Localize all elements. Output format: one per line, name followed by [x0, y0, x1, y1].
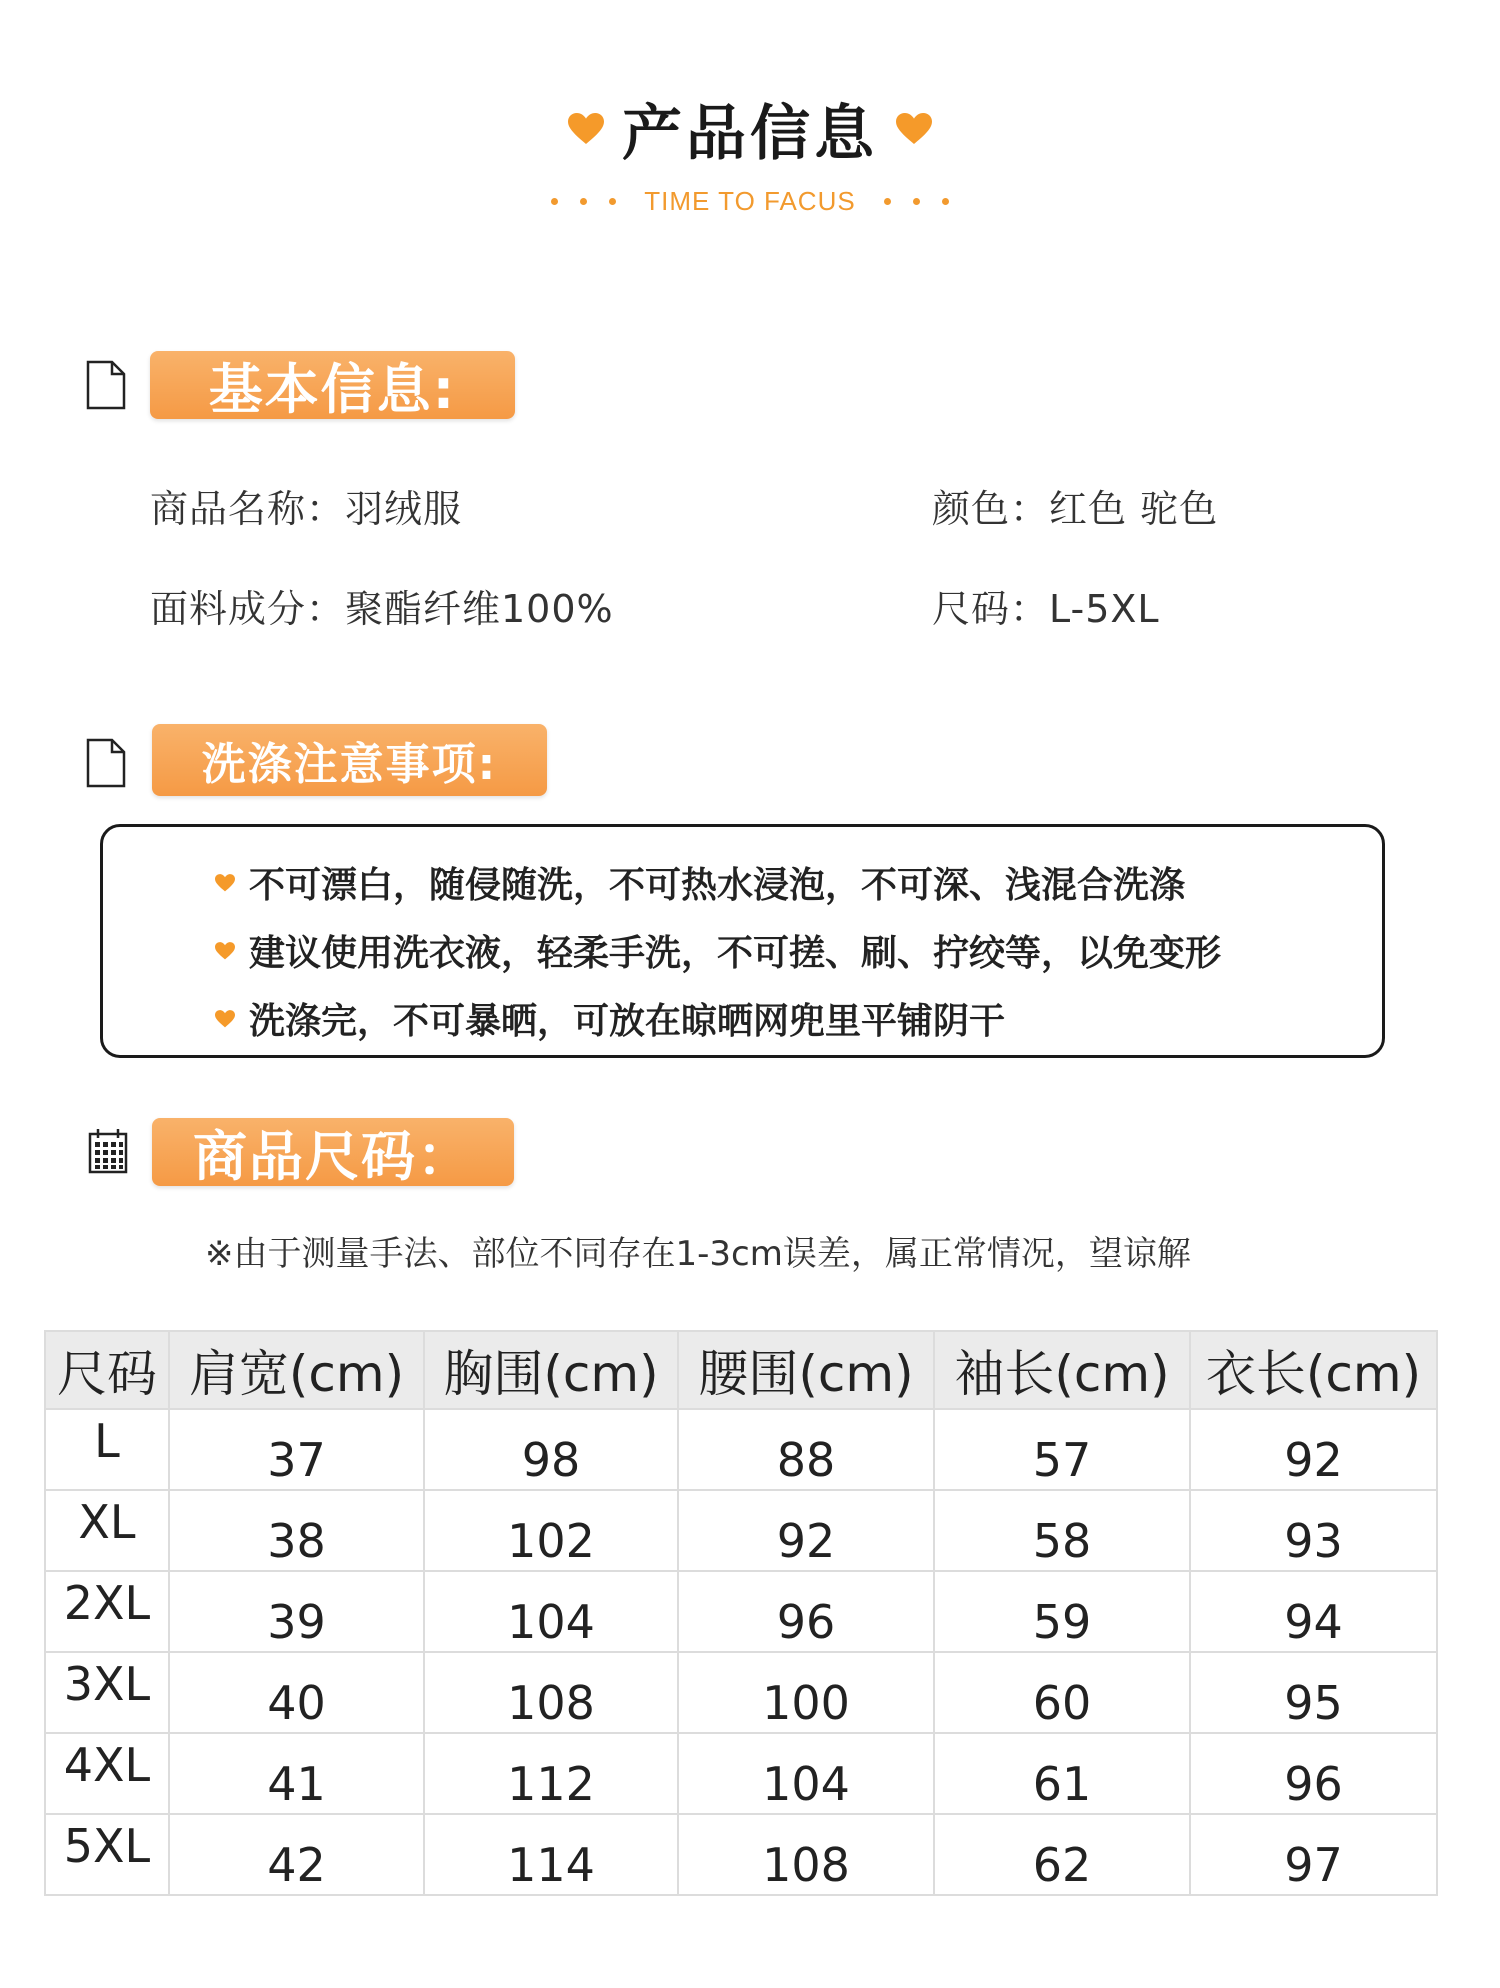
table-cell: 94	[1190, 1571, 1437, 1652]
table-cell: 112	[424, 1733, 678, 1814]
table-cell: 61	[934, 1733, 1190, 1814]
heart-bullet-icon	[215, 942, 235, 960]
care-item	[215, 857, 1185, 908]
table-cell: 96	[1190, 1733, 1437, 1814]
table-cell: 57	[934, 1409, 1190, 1490]
col-header-shoulder: 肩宽(cm)	[169, 1331, 424, 1409]
col-header-size: 尺码	[45, 1331, 169, 1409]
table-row	[45, 1571, 1437, 1652]
care-instructions-box	[100, 824, 1385, 1058]
heart-icon	[568, 113, 604, 145]
table-cell: 97	[1190, 1814, 1437, 1895]
table-cell: 39	[169, 1571, 424, 1652]
dots-decoration	[884, 198, 949, 205]
table-cell: 100	[678, 1652, 934, 1733]
table-cell: 95	[1190, 1652, 1437, 1733]
table-cell: 96	[678, 1571, 934, 1652]
table-cell: 92	[678, 1490, 934, 1571]
heart-bullet-icon	[215, 1010, 235, 1028]
dots-decoration	[551, 198, 616, 205]
table-row	[45, 1409, 1437, 1490]
table-cell: 60	[934, 1652, 1190, 1733]
table-row	[45, 1814, 1437, 1895]
table-cell: 2XL	[45, 1571, 169, 1652]
table-header-row	[45, 1331, 1437, 1409]
table-row	[45, 1733, 1437, 1814]
table-cell: 114	[424, 1814, 678, 1895]
col-header-length: 衣长(cm)	[1190, 1331, 1437, 1409]
col-header-chest: 胸围(cm)	[424, 1331, 678, 1409]
size-table	[44, 1330, 1438, 1896]
table-cell: 59	[934, 1571, 1190, 1652]
section-care-label: 洗涤注意事项:	[152, 724, 547, 796]
section-size-label: 商品尺码：	[152, 1118, 514, 1186]
table-cell: 58	[934, 1490, 1190, 1571]
table-cell: 98	[424, 1409, 678, 1490]
table-row	[45, 1490, 1437, 1571]
table-row	[45, 1652, 1437, 1733]
care-item-text: 洗涤完，不可暴晒，可放在晾晒网兜里平铺阴干	[249, 1001, 1006, 1042]
table-cell: 37	[169, 1409, 424, 1490]
col-header-waist: 腰围(cm)	[678, 1331, 934, 1409]
table-cell: 3XL	[45, 1652, 169, 1733]
fabric-composition: 面料成分：聚酯纤维100%	[150, 587, 614, 631]
table-cell: 62	[934, 1814, 1190, 1895]
table-cell: 104	[424, 1571, 678, 1652]
care-item	[215, 993, 1005, 1044]
measurement-note: ※由于测量手法、部位不同存在1-3cm误差，属正常情况，望谅解	[205, 1234, 1191, 1274]
document-icon	[86, 360, 126, 410]
subtitle: TIME TO FACUS	[644, 186, 856, 216]
table-cell: 108	[678, 1814, 934, 1895]
table-cell: L	[45, 1409, 169, 1490]
page-title: 产品信息	[622, 99, 878, 169]
heart-bullet-icon	[215, 874, 235, 892]
care-item	[215, 925, 1221, 976]
table-cell: 41	[169, 1733, 424, 1814]
table-cell: 5XL	[45, 1814, 169, 1895]
size-range: 尺码：L-5XL	[932, 587, 1160, 631]
table-cell: 108	[424, 1652, 678, 1733]
table-cell: 4XL	[45, 1733, 169, 1814]
table-cell: 102	[424, 1490, 678, 1571]
table-cell: 88	[678, 1409, 934, 1490]
page-title-row	[0, 86, 1500, 172]
care-item-text: 不可漂白，随侵随洗，不可热水浸泡，不可深、浅混合洗涤	[249, 865, 1186, 906]
table-cell: 92	[1190, 1409, 1437, 1490]
document-icon	[86, 738, 126, 788]
table-cell: 93	[1190, 1490, 1437, 1571]
col-header-sleeve: 袖长(cm)	[934, 1331, 1190, 1409]
product-name: 商品名称：羽绒服	[150, 487, 463, 531]
care-item-text: 建议使用洗衣液，轻柔手洗，不可搓、刷、拧绞等，以免变形	[249, 933, 1222, 974]
table-cell: 40	[169, 1652, 424, 1733]
subtitle-row	[0, 186, 1500, 217]
calendar-grid-icon	[88, 1128, 128, 1174]
product-color: 颜色：红色 驼色	[932, 487, 1219, 531]
table-cell: 42	[169, 1814, 424, 1895]
section-basic-label: 基本信息:	[150, 351, 515, 419]
table-cell: XL	[45, 1490, 169, 1571]
heart-icon	[896, 113, 932, 145]
table-cell: 38	[169, 1490, 424, 1571]
table-cell: 104	[678, 1733, 934, 1814]
